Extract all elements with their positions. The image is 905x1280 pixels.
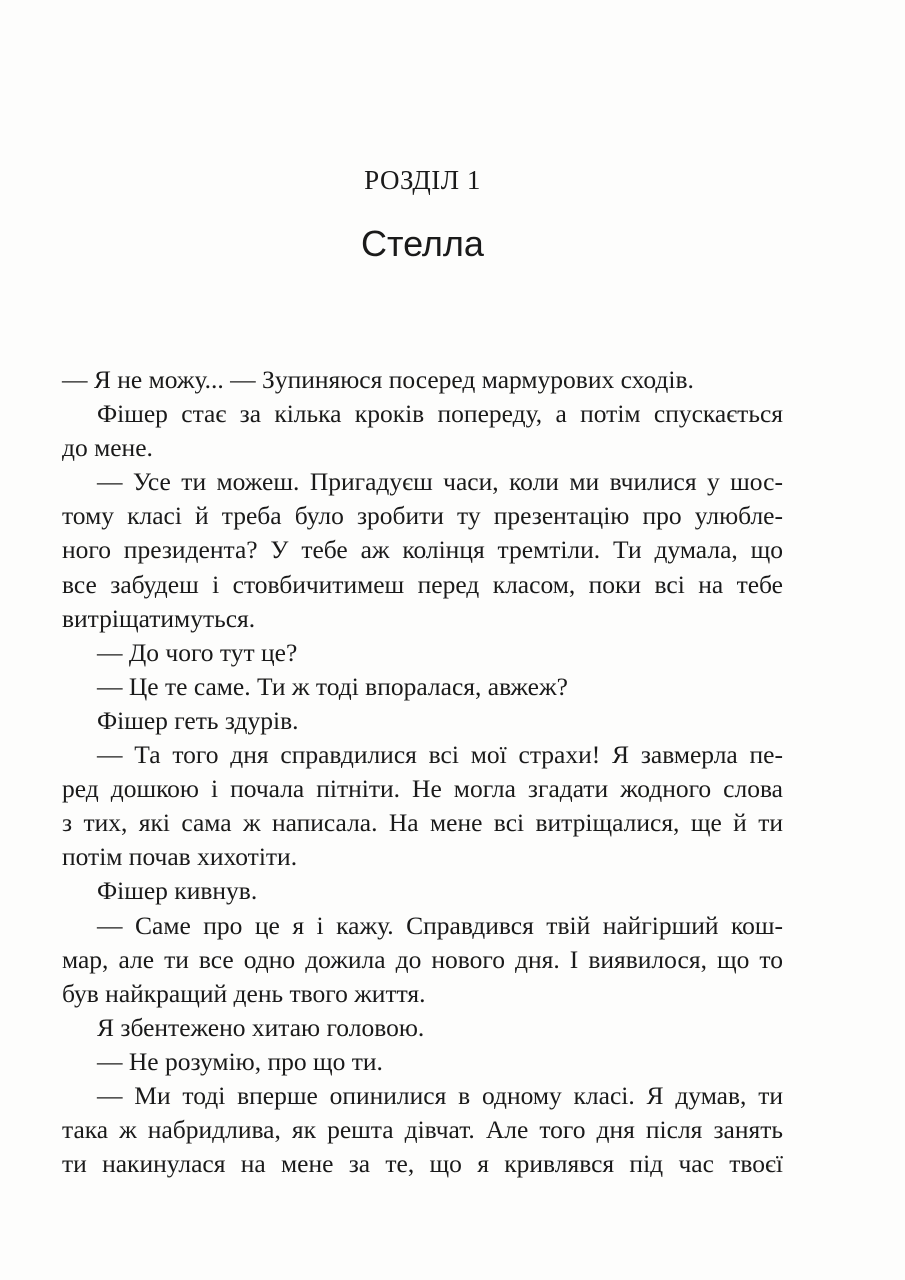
text-line: ред дошкою і почала пітніти. Не могла згадати жодного слова [62, 774, 783, 804]
text-line: — Ми тоді вперше опинилися в одному класі. Я думав, ти [97, 1080, 783, 1110]
text-line: — Усе ти можеш. Пригадуєш часи, коли ми вчилися у шос- [97, 467, 783, 497]
text-line: Фішер стає за кілька кроків попереду, а потім спускається [97, 399, 783, 429]
text-line: така ж набридлива, як решта дівчат. Але того дня після занять [62, 1115, 783, 1145]
text-line: — Не розумію, про що ти. [97, 1046, 383, 1076]
text-line: — Саме про це я і кажу. Справдився твій найгірший кош- [97, 910, 783, 940]
text-line: тому класі й треба було зробити ту презентацію про улюбле- [62, 501, 783, 531]
text-line: — До чого тут це? [97, 637, 298, 667]
text-line: до мене. [62, 433, 153, 463]
text-line: — Я не можу... — Зупиняюся посеред мармурових сходів. [62, 365, 694, 394]
text-line: Фішер кивнув. [97, 876, 258, 906]
text-line: з тих, які сама ж написала. На мене всі витріщалися, ще й ти [62, 808, 783, 838]
text-line: Фішер геть здурів. [97, 705, 299, 735]
text-line: ного президента? У тебе аж колінця тремтіли. Ти думала, що [62, 535, 783, 565]
chapter-number: РОЗДІЛ 1 [364, 165, 481, 195]
text-line: все забудеш і стовбичитимеш перед класом, поки всі на тебе [62, 569, 783, 599]
text-line: Я збентежено хитаю головою. [97, 1012, 425, 1042]
body-text [62, 363, 783, 1181]
text-line: — Це те саме. Ти ж тоді впоралася, авжеж? [97, 671, 568, 701]
chapter-title: Стелла [361, 223, 484, 264]
text-line: витріщатимуться. [62, 603, 256, 633]
text-line: — Та того дня справдилися всі мої страхи! Я завмерла пе- [97, 740, 783, 770]
text-line: мар, але ти все одно дожила до нового дня. І виявилося, що то [62, 944, 783, 974]
text-line: ти накинулася на мене за те, що я кривлявся під час твоєї [62, 1149, 783, 1179]
text-line: потім почав хихотіти. [62, 842, 298, 872]
text-line: був найкращий день твого життя. [62, 978, 426, 1008]
